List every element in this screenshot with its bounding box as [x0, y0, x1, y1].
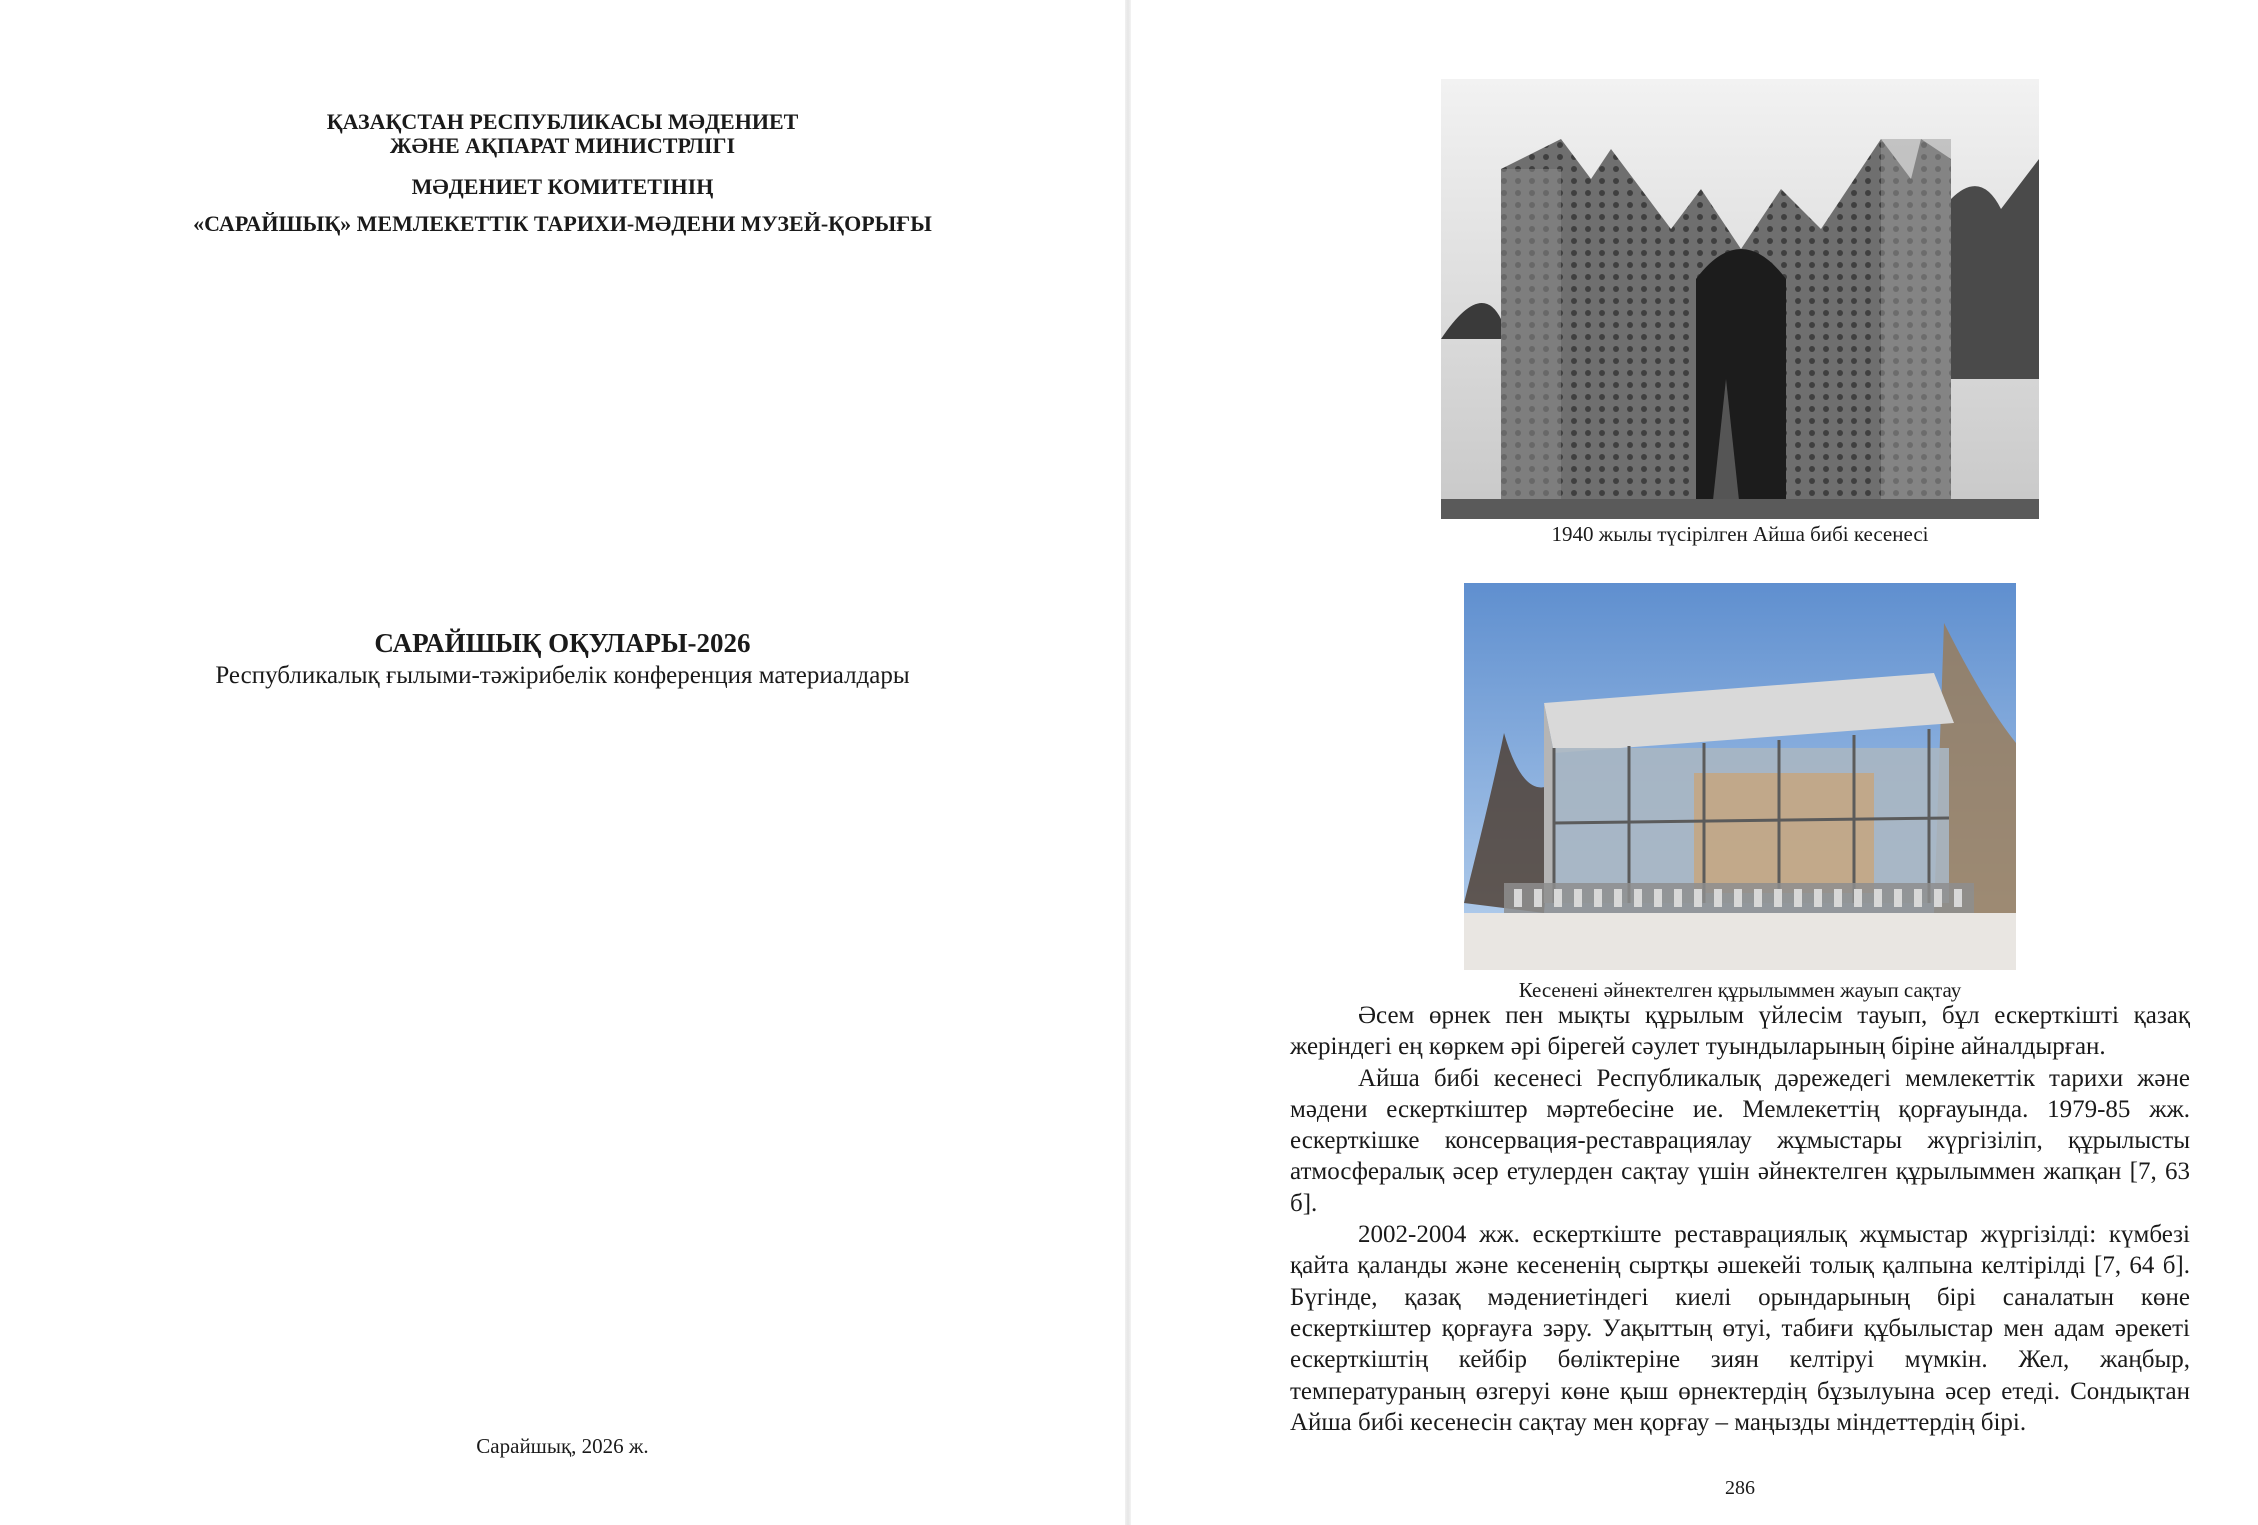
- conference-title: САРАЙШЫҚ ОҚУЛАРЫ-2026: [374, 628, 751, 658]
- figure1-caption: 1940 жылы түсірілген Айша бибі кесенесі: [1551, 522, 1929, 546]
- paragraph-3: 2002-2004 жж. ескерткіште реставрациялық жұмыстар жүргізілді: күмбезі қайта қаланды және кесененің сыртқы әшекейі толық қалпына келтірілді [7, 64 б]. Бүгінде, қазақ мәдениетіндегі киелі орындарының бірі саналатын көне ескерткіштер қорғауға зәру. Уақыттың өтуі, табиғи құбылыстар мен адам әрекеті ескерткіштің кейбір бөліктеріне зиян келтіруі мүмкін. Жел, жаңбыр, температураның өзгеруі көне қыш өрнектердің бұзылуына әсер етеді. Сондықтан Айша бибі кесенесін сақтау мен қорғау – маңызды міндеттердің бірі.: [1290, 1221, 2190, 1436]
- committee-heading: МӘДЕНИЕТ КОМИТЕТІНІҢ: [411, 174, 714, 199]
- body-text: [1290, 1000, 2190, 1438]
- paragraph-2: Айша бибі кесенесі Республикалық дәрежедегі мемлекеттік тарихи және мәдени ескерткіштер мәртебесіне ие. Мемлекеттің қорғауында. 1979-85 жж. ескерткішке консервация-реставрациялау жұмыстары жүргізіліп, құрылысты атмосфералық әсер етулерден сақтау үшін әйнектелген құрылыммен жапқан [7, 63 б].: [1290, 1064, 2190, 1217]
- figure2-caption: Кесенені әйнектелген құрылыммен жауып сақтау: [1518, 978, 1962, 1002]
- conference-subtitle: Республикалық ғылыми-тәжірибелік конференция материалдары: [215, 662, 910, 689]
- ministry-heading: ҚАЗАҚСТАН РЕСПУБЛИКАСЫ МӘДЕНИЕТ ЖӘНЕ АҚПАРАТ МИНИСТРЛІГІ: [326, 109, 799, 158]
- paragraph-1: Әсем өрнек пен мықты құрылым үйлесім тауып, бұл ескерткішті қазақ жеріндегі ең көркем әрі бірегей сәулет туындыларының біріне айналдырған.: [1290, 1002, 2190, 1061]
- page-number: 286: [1725, 1477, 1755, 1499]
- left-page: [0, 0, 1125, 1525]
- mausoleum-1940-photo: [1441, 79, 2039, 519]
- glass-structure-photo: [1464, 583, 2016, 970]
- imprint-line: Сарайшық, 2026 ж.: [476, 1434, 649, 1458]
- museum-heading: «САРАЙШЫҚ» МЕМЛЕКЕТТІК ТАРИХИ-МӘДЕНИ МУЗЕЙ-ҚОРЫҒЫ: [193, 211, 932, 236]
